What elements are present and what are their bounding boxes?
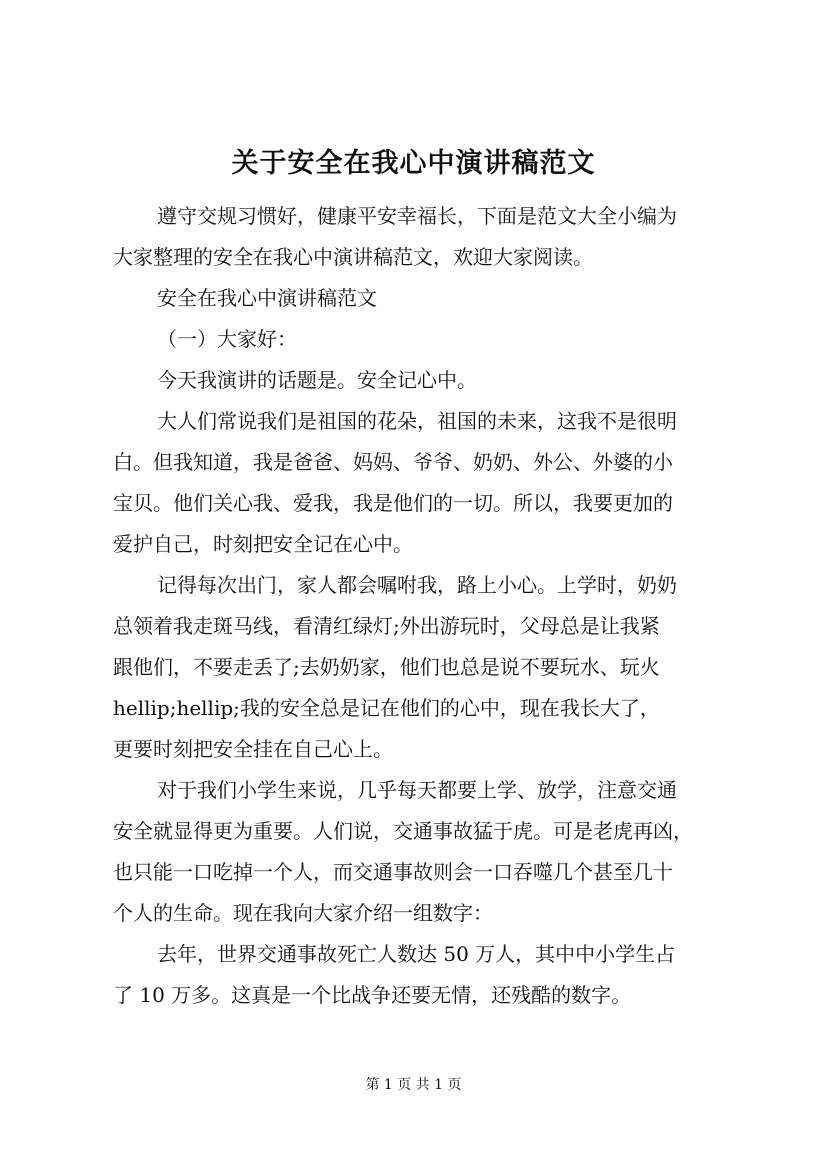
paragraph-subtitle bbox=[113, 278, 733, 319]
paragraph-traffic bbox=[113, 770, 733, 934]
paragraph-line: 也只能一口吃掉一个人，而交通事故则会一口吞噬几个甚至几十 bbox=[113, 860, 673, 884]
paragraph-intro bbox=[113, 196, 733, 278]
paragraph-statistics bbox=[113, 934, 733, 1016]
paragraph-line: 大人们常说我们是祖国的花朵，祖国的未来，这我不是很明 bbox=[157, 409, 677, 433]
paragraph-line: 安全就显得更为重要。人们说，交通事故猛于虎。可是老虎再凶， bbox=[113, 819, 693, 843]
page-number-footer: 第 1 页 共 1 页 bbox=[365, 1077, 462, 1093]
paragraph-line: 跟他们，不要走丢了;去奶奶家，他们也总是说不要玩水、玩火 bbox=[113, 655, 660, 679]
paragraph-flowers bbox=[113, 401, 733, 565]
paragraph-greeting bbox=[113, 319, 733, 360]
paragraph-line: 爱护自己，时刻把安全记在心中。 bbox=[113, 532, 413, 556]
paragraph-topic bbox=[113, 360, 733, 401]
paragraph-line: 去年，世界交通事故死亡人数达 50 万人，其中中小学生占 bbox=[157, 942, 676, 966]
paragraph-line: 白。但我知道，我是爸爸、妈妈、爷爷、奶奶、外公、外婆的小 bbox=[113, 450, 673, 474]
paragraph-line: 了 10 万多。这真是一个比战争还要无情，还残酷的数字。 bbox=[113, 983, 632, 1007]
paragraph-line: hellip;hellip;我的安全总是记在他们的心中，现在我长大了， bbox=[113, 696, 660, 720]
paragraph-family bbox=[113, 565, 733, 770]
document-body bbox=[113, 196, 733, 1016]
paragraph-line: 遵守交规习惯好，健康平安幸福长，下面是范文大全小编为 bbox=[157, 204, 677, 228]
paragraph-line: 宝贝。他们关心我、爱我，我是他们的一切。所以，我要更加的 bbox=[113, 491, 673, 515]
paragraph-line: 安全在我心中演讲稿范文 bbox=[157, 286, 377, 310]
document-title: 关于安全在我心中演讲稿范文 bbox=[231, 148, 596, 179]
paragraph-line: 记得每次出门，家人都会嘱咐我，路上小心。上学时，奶奶 bbox=[157, 573, 677, 597]
paragraph-line: 对于我们小学生来说，几乎每天都要上学、放学，注意交通 bbox=[157, 778, 677, 802]
paragraph-line: 今天我演讲的话题是。安全记心中。 bbox=[157, 368, 477, 392]
paragraph-line: （一）大家好： bbox=[157, 327, 297, 351]
paragraph-line: 总领着我走斑马线，看清红绿灯;外出游玩时，父母总是让我紧 bbox=[113, 614, 660, 638]
paragraph-line: 大家整理的安全在我心中演讲稿范文，欢迎大家阅读。 bbox=[113, 245, 593, 269]
paragraph-line: 个人的生命。现在我向大家介绍一组数字： bbox=[113, 901, 493, 925]
paragraph-line: 更要时刻把安全挂在自己心上。 bbox=[113, 737, 393, 761]
